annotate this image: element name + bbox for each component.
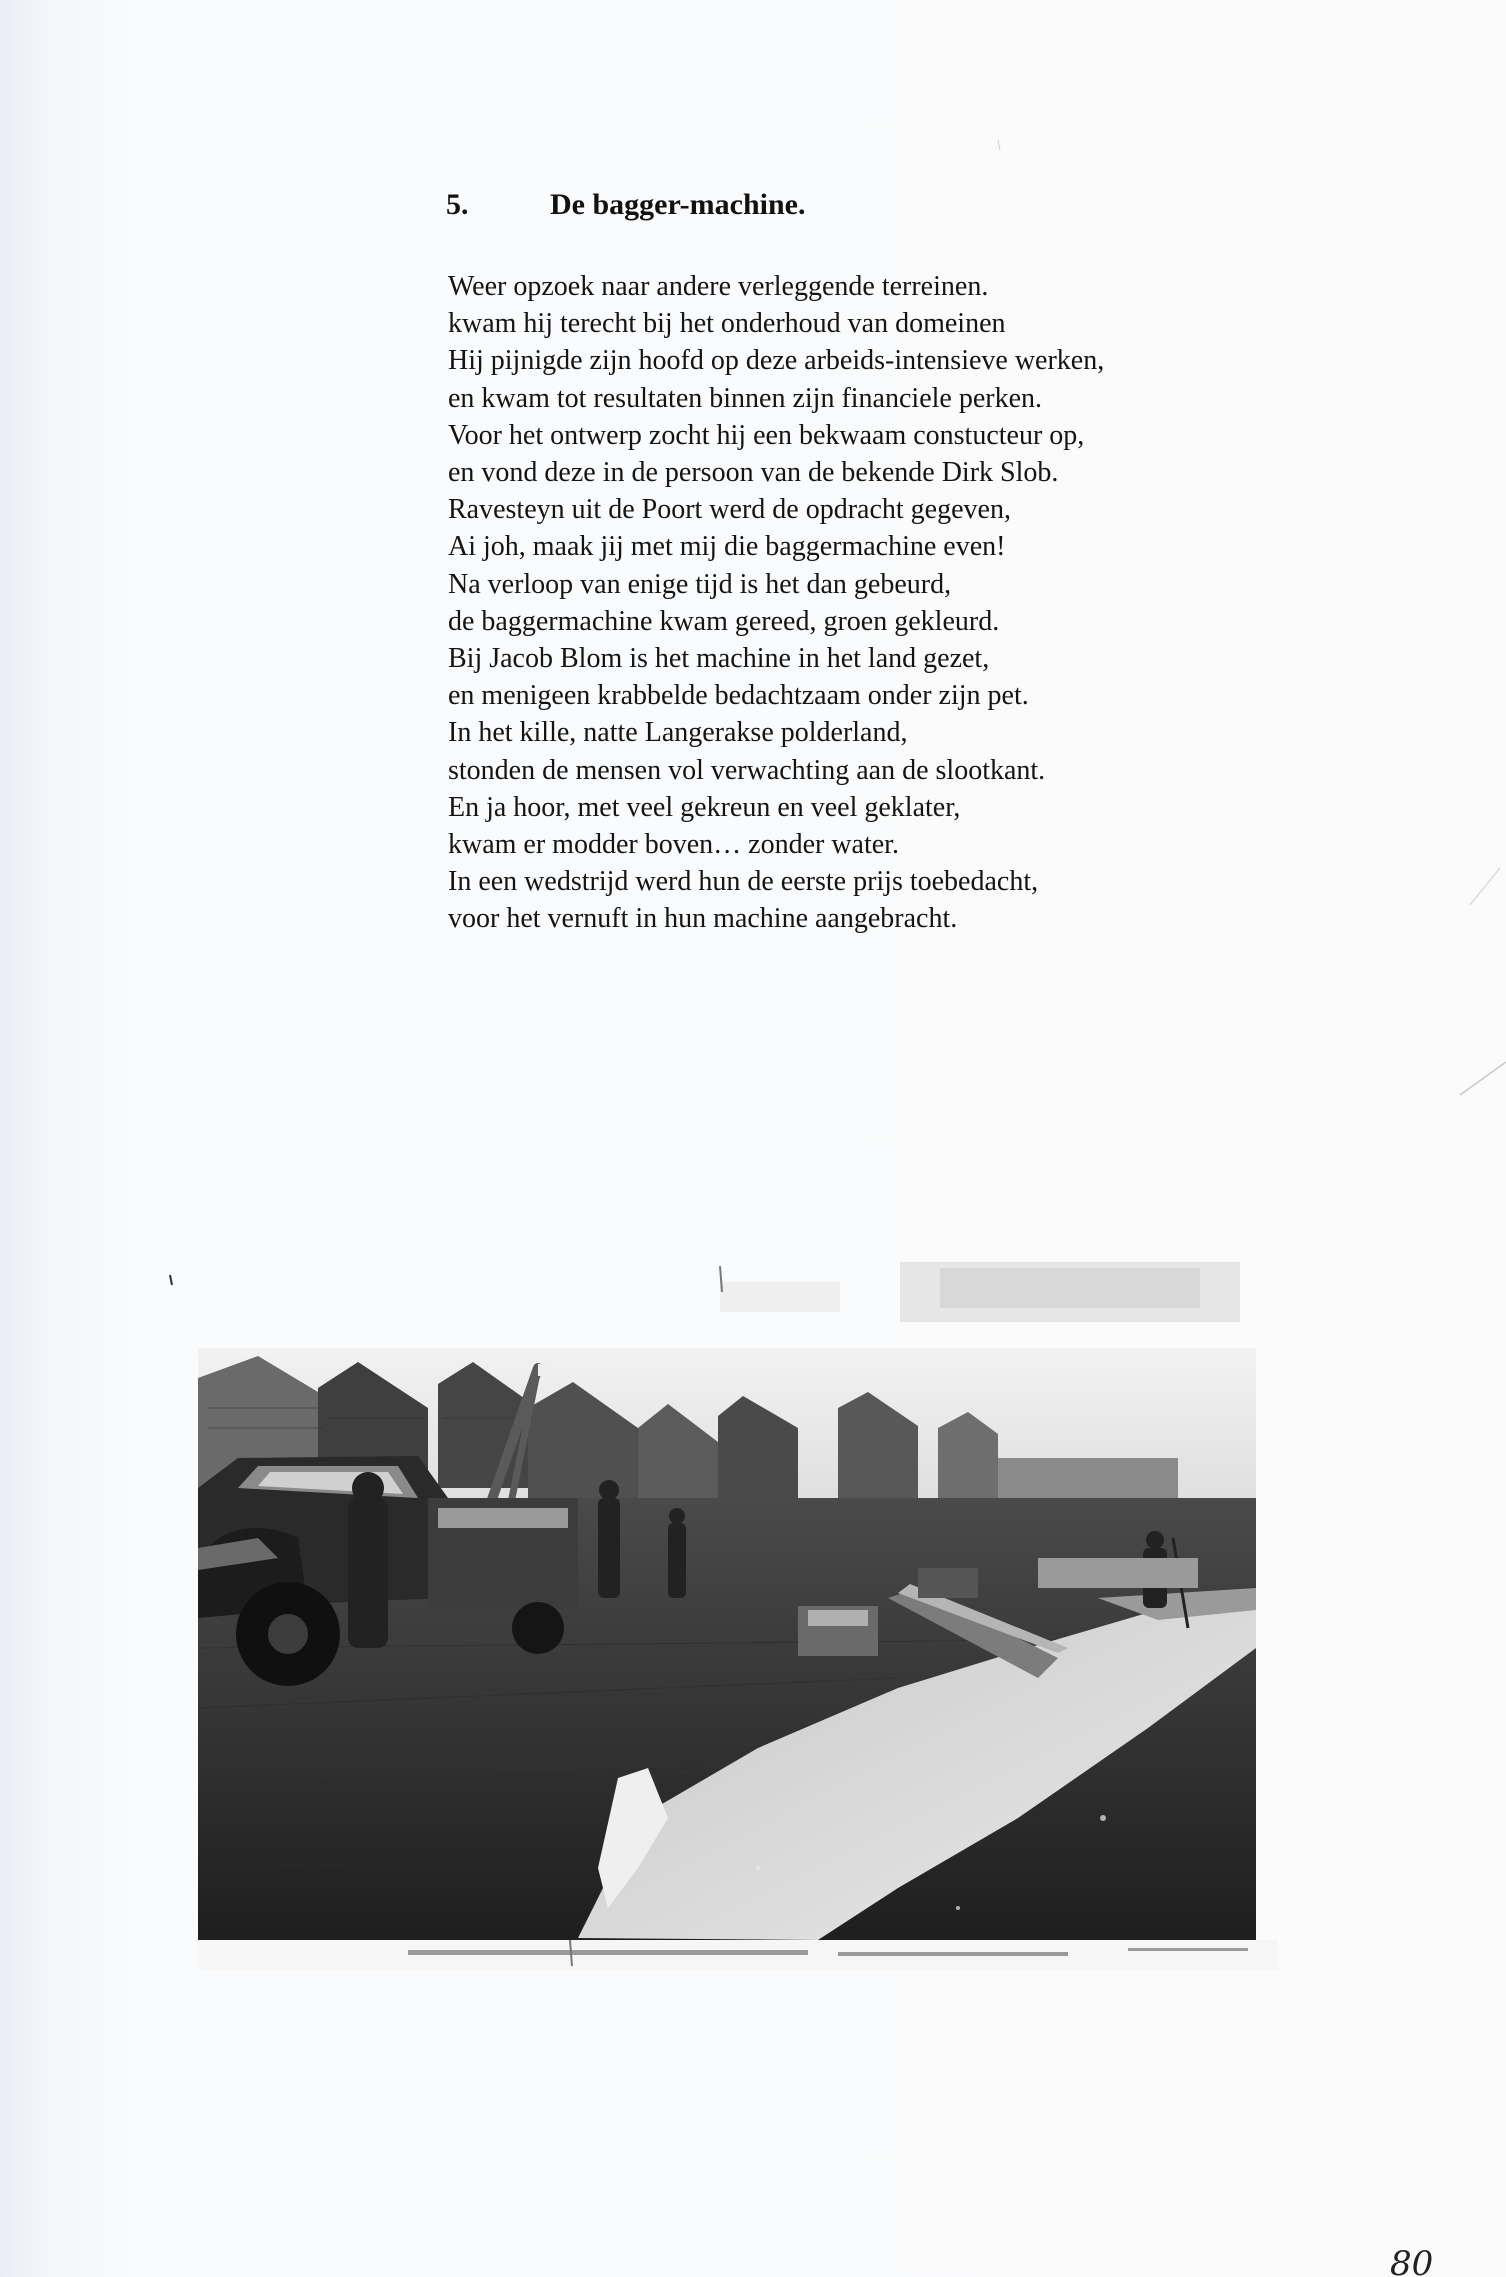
poem-line: Na verloop van enige tijd is het dan gebeurd, (448, 568, 952, 600)
photo-overexposed-band (180, 1262, 1260, 1322)
poem-line: kwam hij terecht bij het onderhoud van domeinen (448, 308, 1006, 340)
poem-line: Bij Jacob Blom is het machine in het land gezet, (448, 643, 990, 675)
poem-line: Weer opzoek naar andere verleggende terreinen. (448, 271, 989, 302)
poem-line: stonden de mensen vol verwachting aan de slootkant. (448, 754, 1046, 786)
poem-line: en vond deze in de persoon van de bekende Dirk Slob. (448, 457, 1059, 489)
poem-line: Voor het ontwerp zocht hij een bekwaam constucteur op, (448, 419, 1085, 451)
section-number: 5. (446, 188, 469, 221)
photo-dredging-machine (198, 1348, 1256, 1940)
poem-line: In een wedstrijd werd hun de eerste prijs toebedacht, (448, 866, 1039, 898)
poem-line: de baggermachine kwam gereed, groen gekleurd. (448, 605, 1000, 637)
section-heading (446, 188, 806, 222)
poem (448, 268, 1104, 938)
poem-line: voor het vernuft in hun machine aangebracht. (448, 903, 958, 935)
poem-line: en kwam tot resultaten binnen zijn financiele perken. (448, 382, 1043, 414)
poem-line: In het kille, natte Langerakse polderland, (448, 717, 908, 749)
historic-photo (198, 1348, 1256, 1940)
poem-line: En ja hoor, met veel gekreun en veel geklater, (448, 791, 961, 823)
poem-line: Ai joh, maak jij met mij die baggermachine even! (448, 531, 1006, 563)
photo-bottom-edge (198, 1940, 1278, 1970)
page-number: 80 (1390, 2244, 1434, 2277)
section-title: De bagger-machine. (550, 188, 806, 221)
poem-line: kwam er modder boven… zonder water. (448, 829, 899, 861)
poem-line: en menigeen krabbelde bedachtzaam onder zijn pet. (448, 680, 1029, 712)
poem-line: Hij pijnigde zijn hoofd op deze arbeids-intensieve werken, (448, 345, 1105, 377)
poem-line: Ravesteyn uit de Poort werd de opdracht gegeven, (448, 494, 1011, 526)
